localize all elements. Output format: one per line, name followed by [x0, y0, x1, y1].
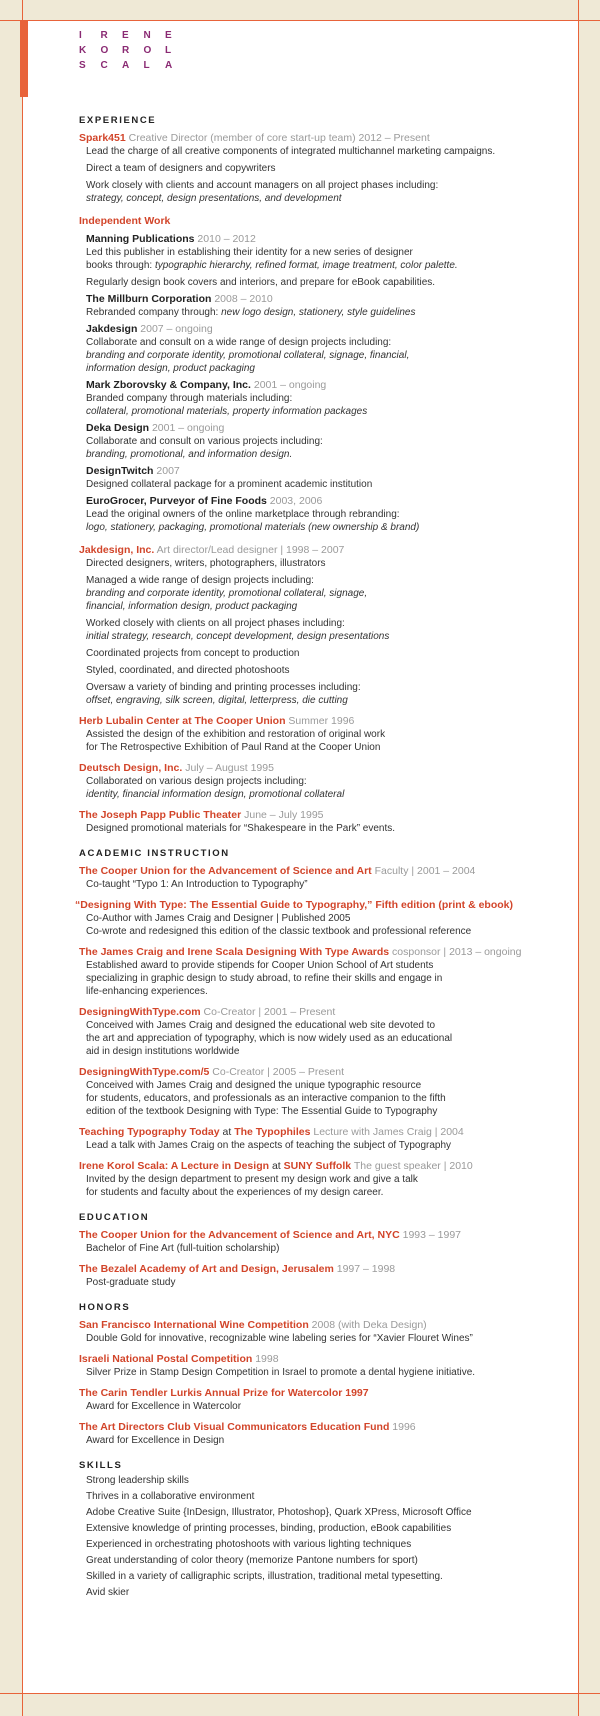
sub-entry-jakdesign: Jakdesign 2007 – ongoing Collaborate and consult on a wide range of design projects including: branding and corporate identity, promotional collateral, signage, financial, information design, product packaging [86, 323, 410, 374]
sub-entry-designtwitch: DesignTwitch 2007 Designed collateral package for a prominent academic institution [86, 465, 373, 490]
entry-carin-prize: The Carin Tendler Lurkis Annual Prize for Watercolor 1997 Award for Excellence in Watercolor [79, 1387, 369, 1412]
name-logo [79, 24, 569, 102]
name-line-last: S C A L A [79, 60, 173, 71]
entry-bezalel: The Bezalel Academy of Art and Design, Jerusalem 1997 – 1998 Post-graduate study [79, 1263, 396, 1288]
entry-awards: The James Craig and Irene Scala Designing With Type Awards cosponsor | 2013 – ongoing Established award to provide stipends for Cooper Union School of Art students specializing in graphic design to study abroad, to refine their skills and engage in life-enhancing experiences. [79, 946, 522, 997]
skills-list [79, 1473, 569, 1601]
accent-bar [20, 20, 28, 97]
skill-item: Experienced in orchestrating photoshoots with various lighting techniques [86, 1539, 412, 1550]
entry-cooper-faculty: The Cooper Union for the Advancement of Science and Art Faculty | 2001 – 2004 Co-taught “Typo 1: An Introduction to Typography” [79, 865, 476, 890]
org-name: Spark451 [79, 132, 126, 144]
section-heading-education: EDUCATION [79, 1212, 150, 1223]
sub-entry-zborovsky: Mark Zborovsky & Company, Inc. 2001 – ongoing Branded company through materials including: collateral, promotional materials, property information packages [86, 379, 368, 417]
skill-item: Extensive knowledge of printing processes, binding, production, eBook capabilities [86, 1523, 452, 1534]
entry-adc-fund: The Art Directors Club Visual Communicators Education Fund 1996 Award for Excellence in Design [79, 1421, 416, 1446]
crop-line-right [578, 0, 579, 1716]
entry-lecture-suny: Irene Korol Scala: A Lecture in Design at SUNY Suffolk The guest speaker | 2010 Invited by the design department to present my design work and give a talk for students and faculty about the experiences of my design career. [79, 1160, 473, 1198]
entry-teaching-typography: Teaching Typography Today at The Typophiles Lecture with James Craig | 2004 Lead a talk with James Craig on the aspects of teaching the subject of Typography [79, 1126, 464, 1151]
skill-item: Great understanding of color theory (memorize Pantone numbers for sport) [86, 1555, 418, 1566]
entry-cooper-education: The Cooper Union for the Advancement of Science and Art, NYC 1993 – 1997 Bachelor of Fine Art (full-tuition scholarship) [79, 1229, 461, 1254]
section-heading-skills: SKILLS [79, 1460, 123, 1471]
skill-item: Adobe Creative Suite {InDesign, Illustrator, Photoshop}, Quark XPress, Microsoft Office [86, 1507, 472, 1518]
section-heading-experience: EXPERIENCE [79, 115, 157, 126]
name-line-first: I R E N E [79, 30, 172, 41]
entry-spark451: Spark451 Creative Director (member of core start-up team) 2012 – Present Lead the charge of all creative components of integrated multichannel marketing campaigns. Direct a team of designers and copywriters Work closely with clients and account managers on all project phases including: strategy, concept, design presentations, and development [79, 132, 496, 204]
crop-line-left [22, 0, 23, 1716]
skill-item: Avid skier [86, 1587, 130, 1598]
entry-designingwithtype-com: DesigningWithType.com Co-Creator | 2001 – Present Conceived with James Craig and designed the educational web site devoted to the art and appreciation of typography, which is now widely used as an educational aid in design institutions worldwide [79, 1006, 453, 1057]
section-heading-academic: ACADEMIC INSTRUCTION [79, 848, 230, 859]
section-heading-honors: HONORS [79, 1302, 131, 1313]
entry-jakdesign-inc: Jakdesign, Inc. Art director/Lead designer | 1998 – 2007 Directed designers, writers, photographers, illustrators Managed a wide range of design projects including: branding and corporate identity, promotional collateral, signage, financial, information design, product packaging Worked closely with clients on all project phases including: initial strategy, research, concept development, design presentations Coordinated projects from concept to production Styled, coordinated, and directed photoshoots Oversaw a variety of binding and printing processes including: offset, engraving, silk screen, digital, letterpress, die cutting [79, 544, 390, 706]
entry-independent-work: Independent Work Manning Publications 2010 – 2012 Led this publisher in establishing their identity for a new series of designer books through: typographic hierarchy, refined format, image treatment, color palette. Regularly design book covers and interiors, and prepare for eBook capabilities. The Millburn Corporation 2008 – 2010 Rebranded company through: new logo design, stationery, style guidelines Jakdesign 2007 – ongoing Collaborate and consult on a wide range of design projects including: branding and corporate identity, promotional collateral, signage, financial, information design, product packaging Mark Zborovsky & Company, Inc. 2001 – ongoing Branded company through materials including: collateral, promotional materials, property information packages Deka Design 2001 – ongoing Collaborate and consult on various projects including: branding, promotional, and information design. DesignTwitch 2007 Designed collateral package for a prominent academic institution EuroGrocer, Purveyor of Fine Foods 2003, 2006 Lead the original owners of the online marketplace through rebranding: logo, stationery, packaging, promotional materials (new ownership & brand) [79, 215, 569, 534]
crop-line-bottom [0, 1693, 600, 1694]
entry-deutsch: Deutsch Design, Inc. July – August 1995 Collaborated on various design projects including: identity, financial information design, promotional collateral [79, 762, 345, 800]
entry-sf-wine: San Francisco International Wine Competition 2008 (with Deka Design) Double Gold for innovative, recognizable wine labeling series for “Xavier Flouret Wines” [79, 1319, 473, 1344]
entry-designing-with-type-book: “Designing With Type: The Essential Guide to Typography,” Fifth edition (print & ebook) Co-Author with James Craig and Designer | Published 2005 Co-wrote and redesigned this edition of the classic textbook and professional reference [75, 899, 513, 937]
name-line-middle: K O R O L [79, 45, 172, 56]
entry-lubalin: Herb Lubalin Center at The Cooper Union Summer 1996 Assisted the design of the exhibition and restoration of original work for The Retrospective Exhibition of Paul Rand at the Cooper Union [79, 715, 386, 753]
sub-entry-millburn: The Millburn Corporation 2008 – 2010 Rebranded company through: new logo design, stationery, style guidelines [86, 293, 416, 318]
entry-designingwithtype-5: DesigningWithType.com/5 Co-Creator | 2005 – Present Conceived with James Craig and designed the unique typographic resource for students, educators, and professionals as an interactive companion to the fifth edition of the textbook Designing with Type: The Essential Guide to Typography [79, 1066, 446, 1117]
skill-item: Thrives in a collaborative environment [86, 1491, 255, 1502]
entry-israeli-postal: Israeli National Postal Competition 1998 Silver Prize in Stamp Design Competition in Israel to promote a dental hygiene initiative. [79, 1353, 476, 1378]
resume-content [75, 24, 569, 1601]
skill-item: Strong leadership skills [86, 1475, 189, 1486]
skill-item: Skilled in a variety of calligraphic scripts, illustration, traditional metal typesetting. [86, 1571, 443, 1582]
entry-papp: The Joseph Papp Public Theater June – July 1995 Designed promotional materials for “Shakespeare in the Park” events. [79, 809, 396, 834]
sub-entry-deka: Deka Design 2001 – ongoing Collaborate and consult on various projects including: branding, promotional, and information design. [86, 422, 323, 460]
sub-entry-eurogrocer: EuroGrocer, Purveyor of Fine Foods 2003, 2006 Lead the original owners of the online marketplace through rebranding: logo, stationery, packaging, promotional materials (new ownership & brand) [86, 495, 420, 533]
crop-line-top [0, 20, 600, 21]
sub-entry-manning: Manning Publications 2010 – 2012 Led this publisher in establishing their identity for a new series of designer books through: typographic hierarchy, refined format, image treatment, color palette. Regularly design book covers and interiors, and prepare for eBook capabilities. [86, 233, 458, 288]
